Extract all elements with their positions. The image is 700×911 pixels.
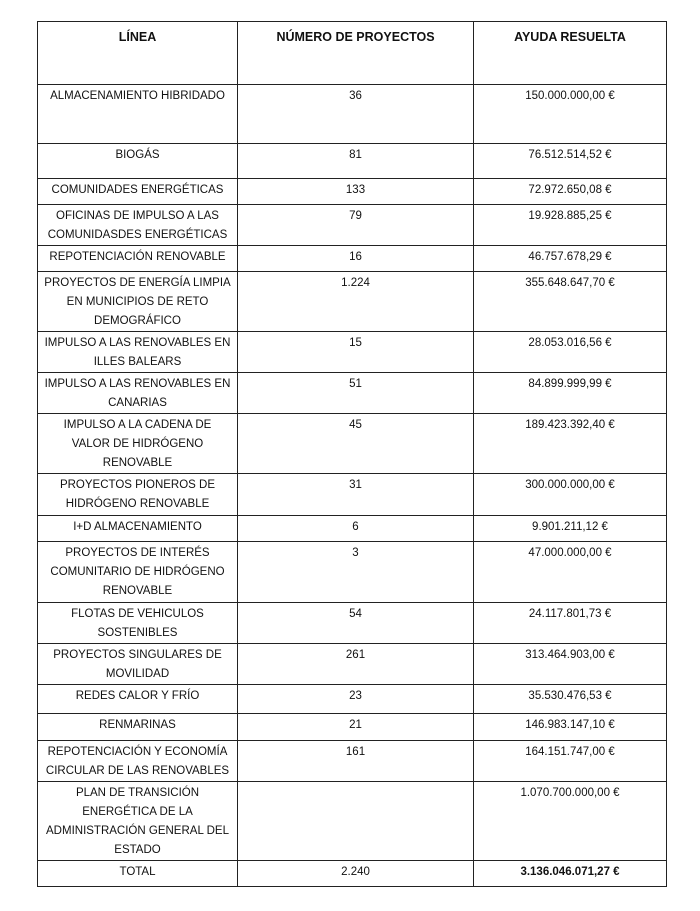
table-row <box>38 373 667 414</box>
cell-proyectos: 21 <box>238 714 474 741</box>
cell-proyectos: 54 <box>238 603 474 644</box>
table-row <box>38 246 667 272</box>
cell-proyectos <box>238 782 474 861</box>
cell-linea: I+D ALMACENAMIENTO <box>38 516 238 542</box>
cell-ayuda: 24.117.801,73 € <box>474 603 667 644</box>
cell-ayuda: 164.151.747,00 € <box>474 741 667 782</box>
table-row <box>38 474 667 516</box>
table-row <box>38 516 667 542</box>
table-row <box>38 542 667 603</box>
cell-proyectos: 45 <box>238 414 474 474</box>
total-ayuda: 3.136.046.071,27 € <box>474 861 667 887</box>
cell-linea: ALMACENAMIENTO HIBRIDADO <box>38 85 238 144</box>
cell-linea: PROYECTOS DE INTERÉS COMUNITARIO DE HIDRÓGENO RENOVABLE <box>38 542 238 603</box>
table-row <box>38 144 667 179</box>
table-row <box>38 85 667 144</box>
cell-ayuda: 72.972.650,08 € <box>474 179 667 205</box>
cell-linea: PROYECTOS SINGULARES DE MOVILIDAD <box>38 644 238 685</box>
cell-proyectos: 36 <box>238 85 474 144</box>
cell-proyectos: 133 <box>238 179 474 205</box>
cell-ayuda: 35.530.476,53 € <box>474 685 667 714</box>
cell-linea: RENMARINAS <box>38 714 238 741</box>
table-row <box>38 179 667 205</box>
cell-linea: OFICINAS DE IMPULSO A LAS COMUNIDASDES ENERGÉTICAS <box>38 205 238 246</box>
cell-proyectos: 261 <box>238 644 474 685</box>
cell-ayuda: 84.899.999,99 € <box>474 373 667 414</box>
cell-proyectos: 16 <box>238 246 474 272</box>
header-row <box>38 22 667 85</box>
table-row <box>38 782 667 861</box>
table-row <box>38 272 667 332</box>
cell-linea: PROYECTOS DE ENERGÍA LIMPIA EN MUNICIPIOS DE RETO DEMOGRÁFICO <box>38 272 238 332</box>
cell-linea: IMPULSO A LAS RENOVABLES EN ILLES BALEARS <box>38 332 238 373</box>
cell-proyectos: 1.224 <box>238 272 474 332</box>
header-numero-proyectos: NÚMERO DE PROYECTOS <box>238 22 474 85</box>
table-row <box>38 741 667 782</box>
cell-proyectos: 6 <box>238 516 474 542</box>
cell-proyectos: 3 <box>238 542 474 603</box>
cell-proyectos: 81 <box>238 144 474 179</box>
cell-linea: IMPULSO A LAS RENOVABLES EN CANARIAS <box>38 373 238 414</box>
cell-linea: FLOTAS DE VEHICULOS SOSTENIBLES <box>38 603 238 644</box>
table-row <box>38 644 667 685</box>
table-row <box>38 603 667 644</box>
header-ayuda-resuelta: AYUDA RESUELTA <box>474 22 667 85</box>
table-row <box>38 714 667 741</box>
cell-proyectos: 31 <box>238 474 474 516</box>
cell-ayuda: 1.070.700.000,00 € <box>474 782 667 861</box>
cell-proyectos: 161 <box>238 741 474 782</box>
cell-ayuda: 47.000.000,00 € <box>474 542 667 603</box>
total-row <box>38 861 667 887</box>
total-label: TOTAL <box>38 861 238 887</box>
cell-ayuda: 313.464.903,00 € <box>474 644 667 685</box>
cell-linea: PLAN DE TRANSICIÓN ENERGÉTICA DE LA ADMINISTRACIÓN GENERAL DEL ESTADO <box>38 782 238 861</box>
table-row <box>38 685 667 714</box>
table-row <box>38 414 667 474</box>
cell-ayuda: 189.423.392,40 € <box>474 414 667 474</box>
cell-linea: REPOTENCIACIÓN RENOVABLE <box>38 246 238 272</box>
cell-linea: COMUNIDADES ENERGÉTICAS <box>38 179 238 205</box>
table-row <box>38 332 667 373</box>
table-row <box>38 205 667 246</box>
cell-proyectos: 15 <box>238 332 474 373</box>
cell-linea: IMPULSO A LA CADENA DE VALOR DE HIDRÓGENO RENOVABLE <box>38 414 238 474</box>
cell-ayuda: 355.648.647,70 € <box>474 272 667 332</box>
table-body <box>38 85 667 887</box>
aid-table <box>37 21 667 887</box>
cell-proyectos: 79 <box>238 205 474 246</box>
cell-proyectos: 23 <box>238 685 474 714</box>
cell-linea: REDES CALOR Y FRÍO <box>38 685 238 714</box>
header-linea: LÍNEA <box>38 22 238 85</box>
total-proyectos: 2.240 <box>238 861 474 887</box>
cell-linea: BIOGÁS <box>38 144 238 179</box>
cell-linea: REPOTENCIACIÓN Y ECONOMÍA CIRCULAR DE LAS RENOVABLES <box>38 741 238 782</box>
cell-ayuda: 146.983.147,10 € <box>474 714 667 741</box>
cell-ayuda: 150.000.000,00 € <box>474 85 667 144</box>
cell-ayuda: 300.000.000,00 € <box>474 474 667 516</box>
cell-ayuda: 76.512.514,52 € <box>474 144 667 179</box>
cell-ayuda: 46.757.678,29 € <box>474 246 667 272</box>
cell-ayuda: 9.901.211,12 € <box>474 516 667 542</box>
cell-linea: PROYECTOS PIONEROS DE HIDRÓGENO RENOVABLE <box>38 474 238 516</box>
cell-ayuda: 19.928.885,25 € <box>474 205 667 246</box>
cell-ayuda: 28.053.016,56 € <box>474 332 667 373</box>
cell-proyectos: 51 <box>238 373 474 414</box>
